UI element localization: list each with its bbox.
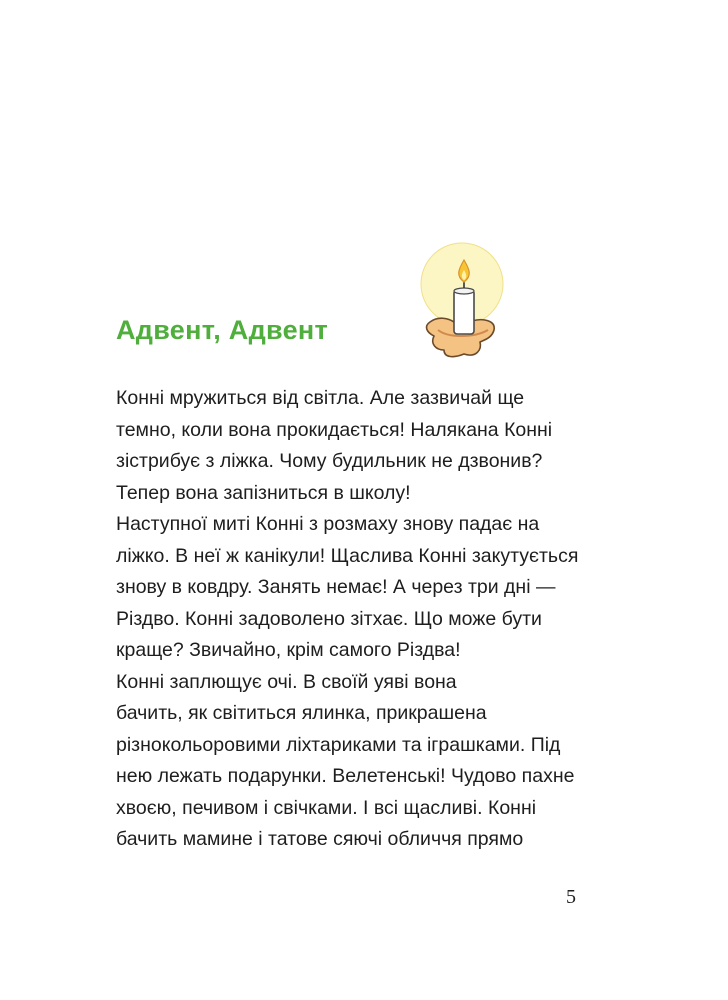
text-line: Конні заплющує очі. В своїй уяві вона bbox=[116, 670, 457, 693]
text-line: Конні мружиться від світла. Але зазвичай ще bbox=[116, 387, 525, 409]
text-line: Наступної миті Конні з розмаху знову падає на bbox=[116, 513, 540, 535]
text-line: зістрибує з ліжка. Чому будильник не дзвонив? bbox=[116, 450, 543, 472]
text-line: Різдво. Конні задоволено зітхає. Що може бути bbox=[116, 607, 542, 630]
text-line: краще? Звичайно, крім самого Різдва! bbox=[116, 639, 461, 661]
text-line: різнокольоровими ліхтариками та іграшками. Під bbox=[116, 733, 561, 756]
candle-body bbox=[454, 290, 474, 334]
text-line: знову в ковдру. Занять немає! А через три дні — bbox=[116, 576, 556, 598]
text-line: ліжко. В неї ж канікули! Щаслива Конні закутується bbox=[116, 544, 579, 567]
text-line: хвоєю, печивом і свічками. І всі щасливі. Конні bbox=[116, 796, 537, 819]
text-line: бачить, як світиться ялинка, прикрашена bbox=[116, 702, 487, 724]
page-number: 5 bbox=[566, 886, 576, 908]
text-line: Тепер вона запізниться в школу! bbox=[116, 481, 411, 504]
text-line: бачить мамине і татове сяючі обличчя прямо bbox=[116, 828, 524, 850]
text-line: нею лежать подарунки. Велетенські! Чудово пахне bbox=[116, 765, 575, 787]
chapter-title: Адвент, Адвент bbox=[116, 315, 329, 345]
text-line: темно, коли вона прокидається! Налякана Конні bbox=[116, 418, 553, 441]
story-text bbox=[116, 383, 596, 856]
candle-icon bbox=[404, 226, 516, 366]
